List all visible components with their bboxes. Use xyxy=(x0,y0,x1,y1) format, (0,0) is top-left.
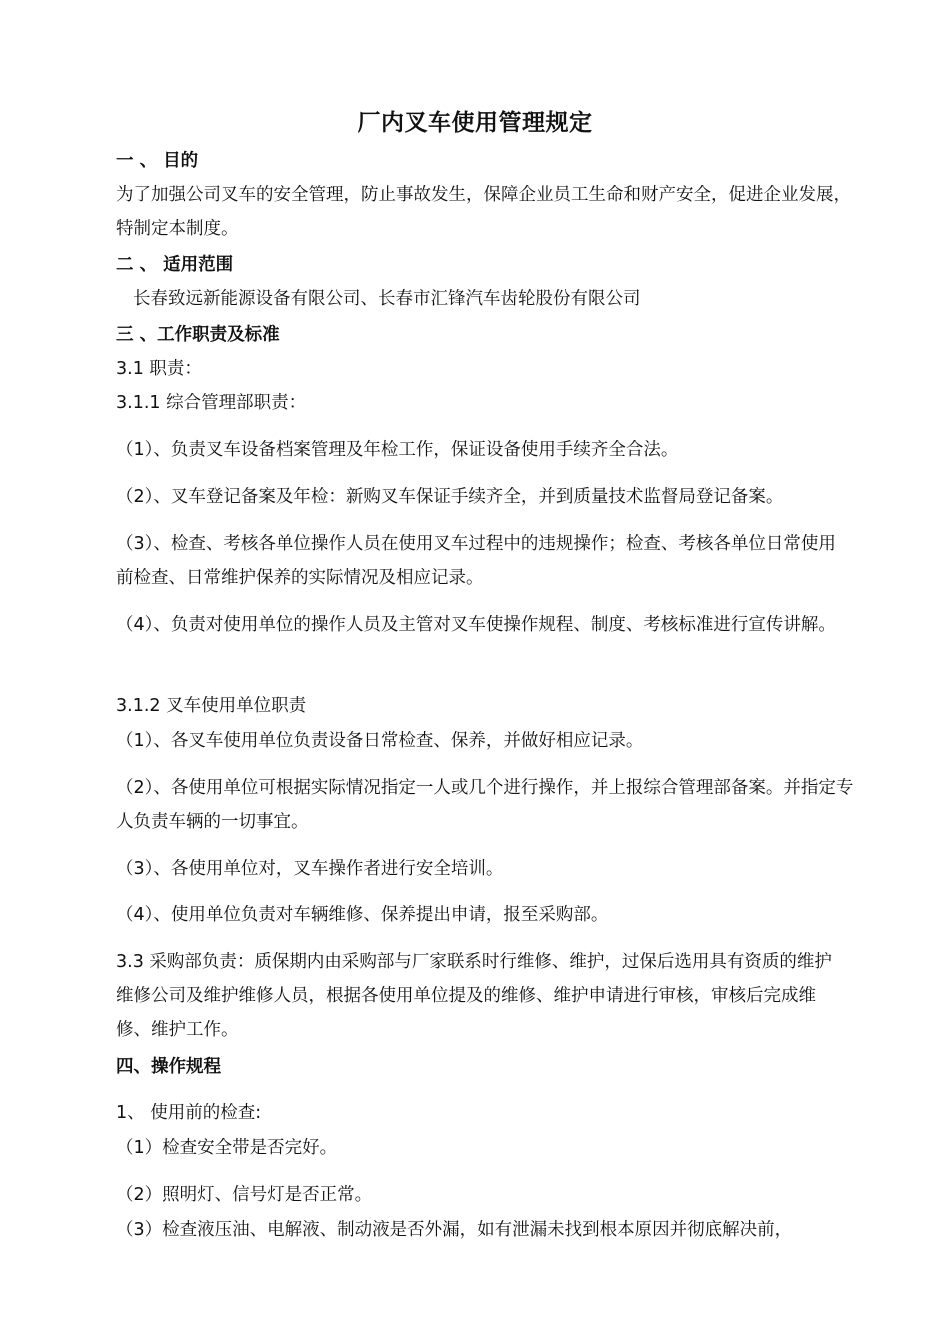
section-3-1-heading: 3.1 职责： xyxy=(116,359,202,379)
section-3-1-1-heading: 3.1.1 综合管理部职责： xyxy=(116,393,307,413)
document-title: 厂内叉车使用管理规定 xyxy=(357,110,593,136)
list-item: （3）检查液压油、电解液、制动液是否外漏，如有泄漏未找到根本原因并彻底解决前， xyxy=(116,1220,793,1240)
list-item: （1）、负责叉车设备档案管理及年检工作，保证设备使用手续齐全合法。 xyxy=(116,440,679,460)
section-4-heading: 四、操作规程 xyxy=(116,1057,221,1077)
section-2-heading: 二 、 适用范围 xyxy=(116,255,234,275)
section-1-heading: 一 、 目的 xyxy=(116,151,199,171)
section-3-1-2-heading: 3.1.2 叉车使用单位职责 xyxy=(116,696,307,716)
list-item: （3）、各使用单位对，叉车操作者进行安全培训。 xyxy=(116,859,504,879)
list-item: （2）、各使用单位可根据实际情况指定一人或几个进行操作，并上报综合管理部备案。并指定专人负责车辆的一切事宜。 xyxy=(116,778,854,832)
list-item: （1）检查安全带是否完好。 xyxy=(116,1138,338,1158)
section-2-paragraph: 长春致远新能源设备有限公司、长春市汇锋汽车齿轮股份有限公司 xyxy=(133,289,641,309)
list-item: （2）照明灯、信号灯是否正常。 xyxy=(116,1185,373,1205)
list-item: （4）、使用单位负责对车辆维修、保养提出申请，报至采购部。 xyxy=(116,905,609,925)
section-1-paragraph: 为了加强公司叉车的安全管理，防止事故发生，保障企业员工生命和财产安全，促进企业发展，特制定本制度。 xyxy=(116,185,851,239)
section-4-1-heading: 1、 使用前的检查: xyxy=(116,1103,262,1123)
list-item: （2）、叉车登记备案及年检：新购叉车保证手续齐全，并到质量技术监督局登记备案。 xyxy=(116,487,784,507)
list-item: （1）、各叉车使用单位负责设备日常检查、保养，并做好相应记录。 xyxy=(116,731,644,751)
section-3-heading: 三 、工作职责及标准 xyxy=(116,325,280,345)
list-item: （3）、检查、考核各单位操作人员在使用叉车过程中的违规操作；检查、考核各单位日常使用前检查、日常维护保养的实际情况及相应记录。 xyxy=(116,534,836,588)
section-3-3-paragraph: 3.3 采购部负责：质保期内由采购部与厂家联系时行维修、维护，过保后选用具有资质的维护维修公司及维护维修人员，根据各使用单位提及的维修、维护申请进行审核，审核后完成维修、维护工作。 xyxy=(116,952,832,1040)
list-item: （4）、负责对使用单位的操作人员及主管对叉车使操作规程、制度、考核标准进行宣传讲解。 xyxy=(116,615,836,635)
